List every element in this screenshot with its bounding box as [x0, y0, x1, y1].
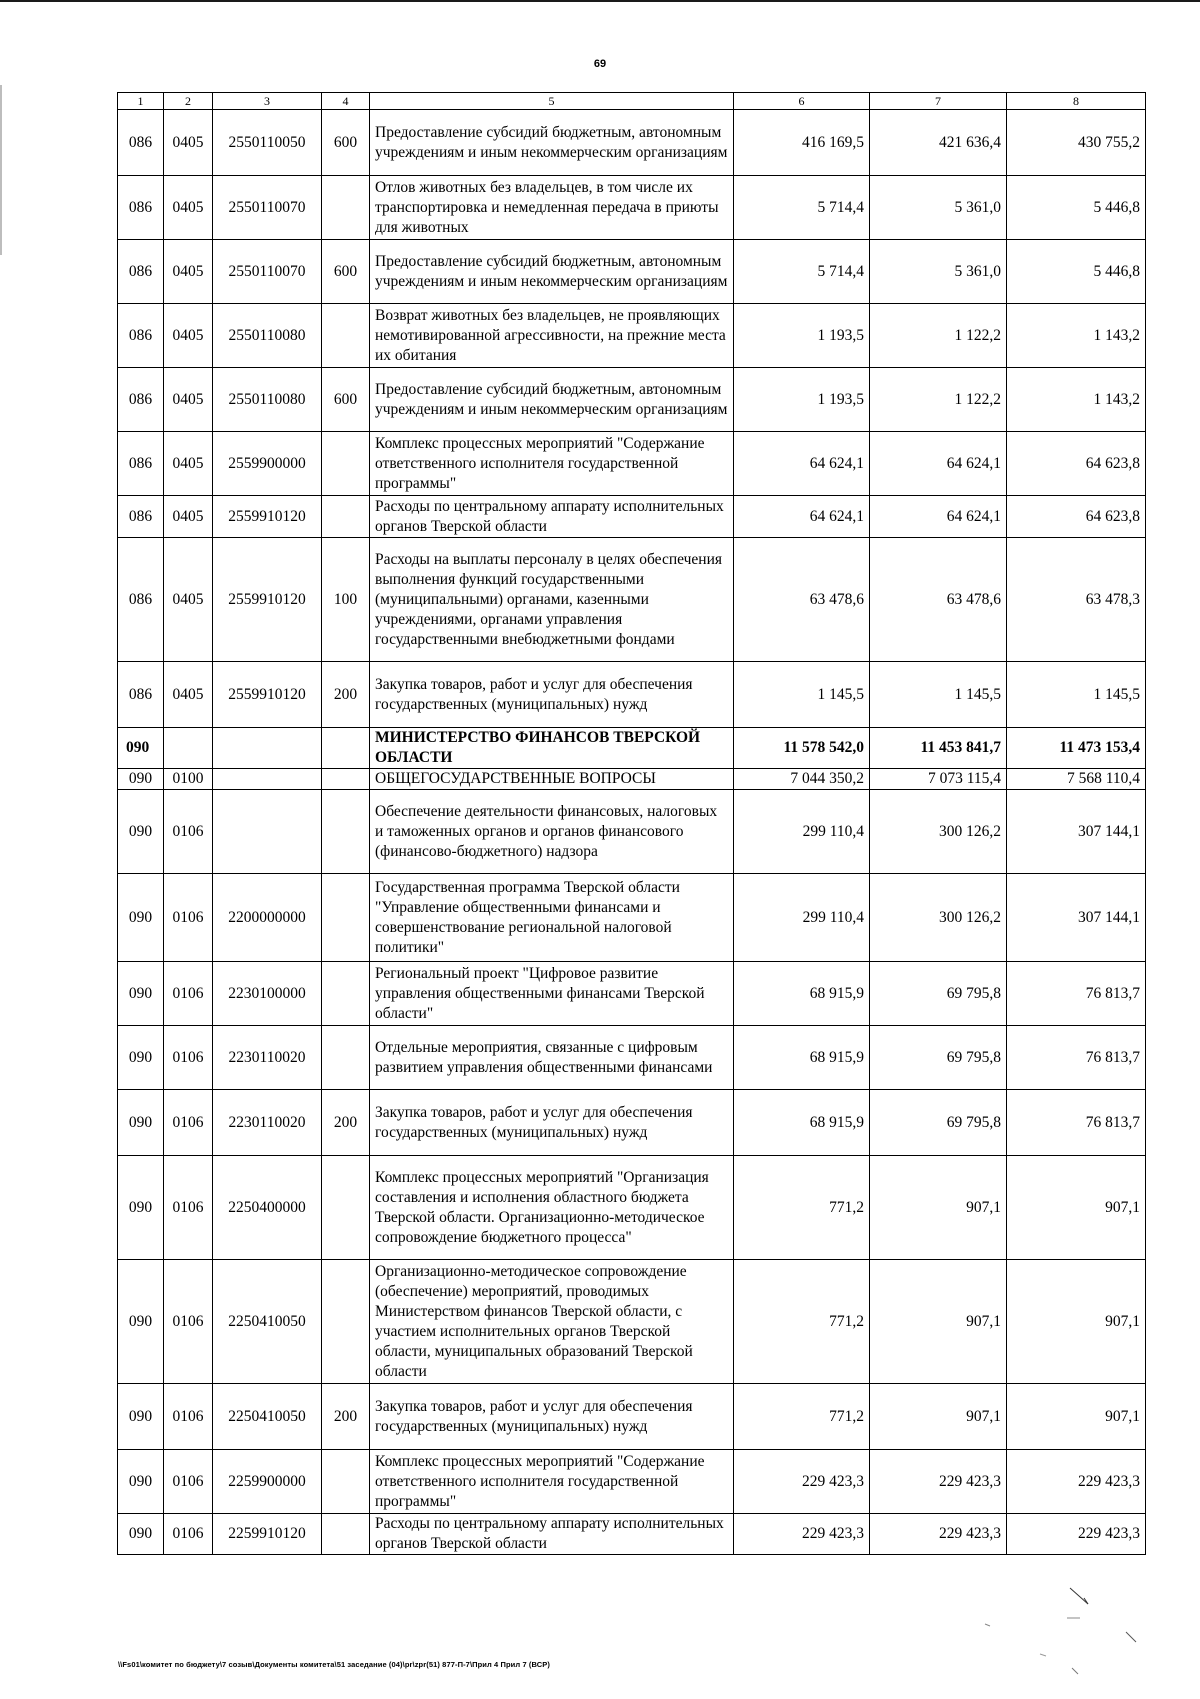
cell-c7: 64 624,1 — [870, 496, 1007, 538]
cell-c1: 090 — [118, 769, 164, 790]
cell-c7: 63 478,6 — [870, 538, 1007, 662]
column-header-6: 6 — [734, 93, 870, 110]
cell-c8: 64 623,8 — [1007, 432, 1146, 496]
cell-c1: 086 — [118, 432, 164, 496]
cell-c3: 2250410050 — [213, 1260, 322, 1384]
cell-c2: 0405 — [164, 240, 213, 304]
cell-c8: 5 446,8 — [1007, 240, 1146, 304]
cell-c8: 63 478,3 — [1007, 538, 1146, 662]
cell-c6: 771,2 — [734, 1156, 870, 1260]
column-header-8: 8 — [1007, 93, 1146, 110]
cell-c7: 907,1 — [870, 1260, 1007, 1384]
cell-c2: 0405 — [164, 432, 213, 496]
cell-c5: Предоставление субсидий бюджетным, автономным учреждениям и иным некоммерческим организациям — [370, 368, 734, 432]
scan-mark-stroke — [1126, 1632, 1136, 1642]
cell-c6: 64 624,1 — [734, 496, 870, 538]
scan-mark-stroke — [985, 1624, 990, 1626]
cell-c5: Закупка товаров, работ и услуг для обеспечения государственных (муниципальных) нужд — [370, 662, 734, 728]
cell-c3: 2230110020 — [213, 1026, 322, 1090]
cell-c7: 1 122,2 — [870, 304, 1007, 368]
cell-c6: 771,2 — [734, 1260, 870, 1384]
cell-c1: 090 — [118, 1260, 164, 1384]
cell-c7: 907,1 — [870, 1384, 1007, 1450]
cell-c1: 086 — [118, 496, 164, 538]
cell-c5: Возврат животных без владельцев, не проявляющих немотивированной агрессивности, на прежние места их обитания — [370, 304, 734, 368]
cell-c8: 307 144,1 — [1007, 874, 1146, 962]
column-header-2: 2 — [164, 93, 213, 110]
column-header-7: 7 — [870, 93, 1007, 110]
cell-c7: 229 423,3 — [870, 1514, 1007, 1555]
scan-mark-stroke — [1072, 1668, 1078, 1674]
cell-c7: 69 795,8 — [870, 1026, 1007, 1090]
cell-c3: 2200000000 — [213, 874, 322, 962]
scan-mark-stroke — [1040, 1654, 1046, 1656]
page-number: 69 — [593, 58, 607, 70]
cell-c6: 11 578 542,0 — [734, 728, 870, 769]
cell-c1: 086 — [118, 538, 164, 662]
cell-c1: 086 — [118, 368, 164, 432]
cell-c5: Расходы по центральному аппарату исполнительных органов Тверской области — [370, 496, 734, 538]
cell-c4: 600 — [322, 110, 370, 176]
cell-c6: 64 624,1 — [734, 432, 870, 496]
cell-c2: 0405 — [164, 176, 213, 240]
cell-c3: 2550110080 — [213, 368, 322, 432]
cell-c3: 2250400000 — [213, 1156, 322, 1260]
cell-c7: 229 423,3 — [870, 1450, 1007, 1514]
cell-c8: 430 755,2 — [1007, 110, 1146, 176]
cell-c8: 907,1 — [1007, 1260, 1146, 1384]
cell-c8: 76 813,7 — [1007, 962, 1146, 1026]
cell-c2: 0106 — [164, 1384, 213, 1450]
cell-c5: Предоставление субсидий бюджетным, автономным учреждениям и иным некоммерческим организациям — [370, 240, 734, 304]
cell-c1: 090 — [118, 874, 164, 962]
cell-c3: 2550110080 — [213, 304, 322, 368]
cell-c1: 086 — [118, 240, 164, 304]
cell-c6: 5 714,4 — [734, 240, 870, 304]
cell-c8: 307 144,1 — [1007, 790, 1146, 874]
column-header-1: 1 — [118, 93, 164, 110]
cell-c5: Закупка товаров, работ и услуг для обеспечения государственных (муниципальных) нужд — [370, 1090, 734, 1156]
cell-c8: 7 568 110,4 — [1007, 769, 1146, 790]
cell-c6: 63 478,6 — [734, 538, 870, 662]
cell-c2: 0405 — [164, 304, 213, 368]
cell-c2: 0100 — [164, 769, 213, 790]
cell-c6: 416 169,5 — [734, 110, 870, 176]
cell-c1: 086 — [118, 304, 164, 368]
cell-c5: Отдельные мероприятия, связанные с цифровым развитием управления общественными финансами — [370, 1026, 734, 1090]
cell-c7: 5 361,0 — [870, 176, 1007, 240]
cell-c1: 090 — [118, 1514, 164, 1555]
cell-c1: 090 — [118, 1156, 164, 1260]
cell-c3: 2559910120 — [213, 538, 322, 662]
cell-c8: 1 145,5 — [1007, 662, 1146, 728]
cell-c5: МИНИСТЕРСТВО ФИНАНСОВ ТВЕРСКОЙ ОБЛАСТИ — [370, 728, 734, 769]
cell-c6: 771,2 — [734, 1384, 870, 1450]
column-header-3: 3 — [213, 93, 322, 110]
cell-c4: 600 — [322, 240, 370, 304]
cell-c5: Расходы на выплаты персоналу в целях обеспечения выполнения функций государственными (муниципальными) органами, казенными учреждениями, органами управления государственными внебюджетными фондами — [370, 538, 734, 662]
cell-c4: 600 — [322, 368, 370, 432]
cell-c2: 0405 — [164, 662, 213, 728]
cell-c3: 2550110050 — [213, 110, 322, 176]
cell-c4: 200 — [322, 1384, 370, 1450]
cell-c7: 7 073 115,4 — [870, 769, 1007, 790]
cell-c6: 7 044 350,2 — [734, 769, 870, 790]
cell-c5: Обеспечение деятельности финансовых, налоговых и таможенных органов и органов финансового (финансово-бюджетного) надзора — [370, 790, 734, 874]
cell-c1: 086 — [118, 662, 164, 728]
cell-c7: 5 361,0 — [870, 240, 1007, 304]
cell-c5: Комплекс процессных мероприятий "Содержание ответственного исполнителя государственной программы" — [370, 432, 734, 496]
column-header-5: 5 — [370, 93, 734, 110]
cell-c5: Государственная программа Тверской области "Управление общественными финансами и совершенствование региональной налоговой политики" — [370, 874, 734, 962]
cell-c4: 200 — [322, 662, 370, 728]
cell-c2: 0106 — [164, 1450, 213, 1514]
cell-c8: 229 423,3 — [1007, 1514, 1146, 1555]
cell-c5: Отлов животных без владельцев, в том числе их транспортировка и немедленная передача в приюты для животных — [370, 176, 734, 240]
cell-c8: 229 423,3 — [1007, 1450, 1146, 1514]
cell-c6: 5 714,4 — [734, 176, 870, 240]
cell-c3: 2230110020 — [213, 1090, 322, 1156]
cell-c5: Комплекс процессных мероприятий "Содержание ответственного исполнителя государственной программы" — [370, 1450, 734, 1514]
cell-c1: 090 — [118, 1026, 164, 1090]
cell-c1: 090 — [118, 1384, 164, 1450]
cell-c4: 100 — [322, 538, 370, 662]
cell-c2: 0106 — [164, 1260, 213, 1384]
cell-c2: 0405 — [164, 496, 213, 538]
cell-c8: 907,1 — [1007, 1156, 1146, 1260]
cell-c3: 2550110070 — [213, 240, 322, 304]
cell-c3: 2259900000 — [213, 1450, 322, 1514]
footer-file-path: \\Fs01\комитет по бюджету\7 созыв\Документы комитета\51 заседание (04)\pr\zpr(51) 877-П-7\Прил 4 Прил 7 (ВСР) — [118, 1660, 550, 1669]
cell-c4: 200 — [322, 1090, 370, 1156]
cell-c5: Предоставление субсидий бюджетным, автономным учреждениям и иным некоммерческим организациям — [370, 110, 734, 176]
cell-c1: 090 — [118, 1090, 164, 1156]
cell-c6: 299 110,4 — [734, 874, 870, 962]
cell-c8: 76 813,7 — [1007, 1090, 1146, 1156]
cell-c8: 64 623,8 — [1007, 496, 1146, 538]
cell-c1: 086 — [118, 110, 164, 176]
cell-c2: 0106 — [164, 1156, 213, 1260]
cell-c3: 2559910120 — [213, 662, 322, 728]
cell-c8: 907,1 — [1007, 1384, 1146, 1450]
cell-c7: 907,1 — [870, 1156, 1007, 1260]
cell-c3: 2559910120 — [213, 496, 322, 538]
cell-c7: 300 126,2 — [870, 790, 1007, 874]
cell-c1: 090 — [118, 790, 164, 874]
cell-c7: 1 145,5 — [870, 662, 1007, 728]
cell-c2: 0106 — [164, 1514, 213, 1555]
cell-c3: 2259910120 — [213, 1514, 322, 1555]
cell-c3: 2550110070 — [213, 176, 322, 240]
cell-c5: Расходы по центральному аппарату исполнительных органов Тверской области — [370, 1514, 734, 1555]
cell-c6: 68 915,9 — [734, 962, 870, 1026]
cell-c5: ОБЩЕГОСУДАРСТВЕННЫЕ ВОПРОСЫ — [370, 769, 734, 790]
cell-c6: 1 193,5 — [734, 368, 870, 432]
cell-c7: 421 636,4 — [870, 110, 1007, 176]
cell-c2: 0106 — [164, 1090, 213, 1156]
cell-c2: 0106 — [164, 874, 213, 962]
cell-c6: 68 915,9 — [734, 1090, 870, 1156]
cell-c5: Региональный проект "Цифровое развитие управления общественными финансами Тверской области" — [370, 962, 734, 1026]
cell-c2: 0106 — [164, 790, 213, 874]
cell-c7: 300 126,2 — [870, 874, 1007, 962]
cell-c8: 11 473 153,4 — [1007, 728, 1146, 769]
cell-c5: Комплекс процессных мероприятий "Организация составления и исполнения областного бюджета Тверской области. Организационно-методическое сопровождение бюджетного процесса" — [370, 1156, 734, 1260]
cell-c2: 0405 — [164, 110, 213, 176]
cell-c3: 2559900000 — [213, 432, 322, 496]
cell-c7: 69 795,8 — [870, 962, 1007, 1026]
cell-c6: 1 145,5 — [734, 662, 870, 728]
cell-c6: 68 915,9 — [734, 1026, 870, 1090]
cell-c8: 76 813,7 — [1007, 1026, 1146, 1090]
cell-c2: 0405 — [164, 368, 213, 432]
cell-c1: 090 — [118, 1450, 164, 1514]
cell-c3: 2250410050 — [213, 1384, 322, 1450]
cell-c8: 5 446,8 — [1007, 176, 1146, 240]
cell-c7: 11 453 841,7 — [870, 728, 1007, 769]
cell-c6: 229 423,3 — [734, 1450, 870, 1514]
cell-c5: Организационно-методическое сопровождение (обеспечение) мероприятий, проводимых Министерством финансов Тверской области, с участием исполнительных органов Тверской области, муниципальных образований Тверской области — [370, 1260, 734, 1384]
scan-mark-stroke — [1070, 1588, 1088, 1604]
cell-c2: 0106 — [164, 962, 213, 1026]
cell-c1: 086 — [118, 176, 164, 240]
column-header-4: 4 — [322, 93, 370, 110]
cell-c6: 299 110,4 — [734, 790, 870, 874]
cell-c6: 1 193,5 — [734, 304, 870, 368]
cell-c7: 64 624,1 — [870, 432, 1007, 496]
cell-c2: 0405 — [164, 538, 213, 662]
cell-c8: 1 143,2 — [1007, 304, 1146, 368]
cell-c7: 69 795,8 — [870, 1090, 1007, 1156]
cell-c6: 229 423,3 — [734, 1514, 870, 1555]
cell-c7: 1 122,2 — [870, 368, 1007, 432]
cell-c1: 090 — [118, 728, 164, 769]
cell-c3: 2230100000 — [213, 962, 322, 1026]
cell-c1: 090 — [118, 962, 164, 1026]
cell-c2: 0106 — [164, 1026, 213, 1090]
cell-c5: Закупка товаров, работ и услуг для обеспечения государственных (муниципальных) нужд — [370, 1384, 734, 1450]
cell-c8: 1 143,2 — [1007, 368, 1146, 432]
